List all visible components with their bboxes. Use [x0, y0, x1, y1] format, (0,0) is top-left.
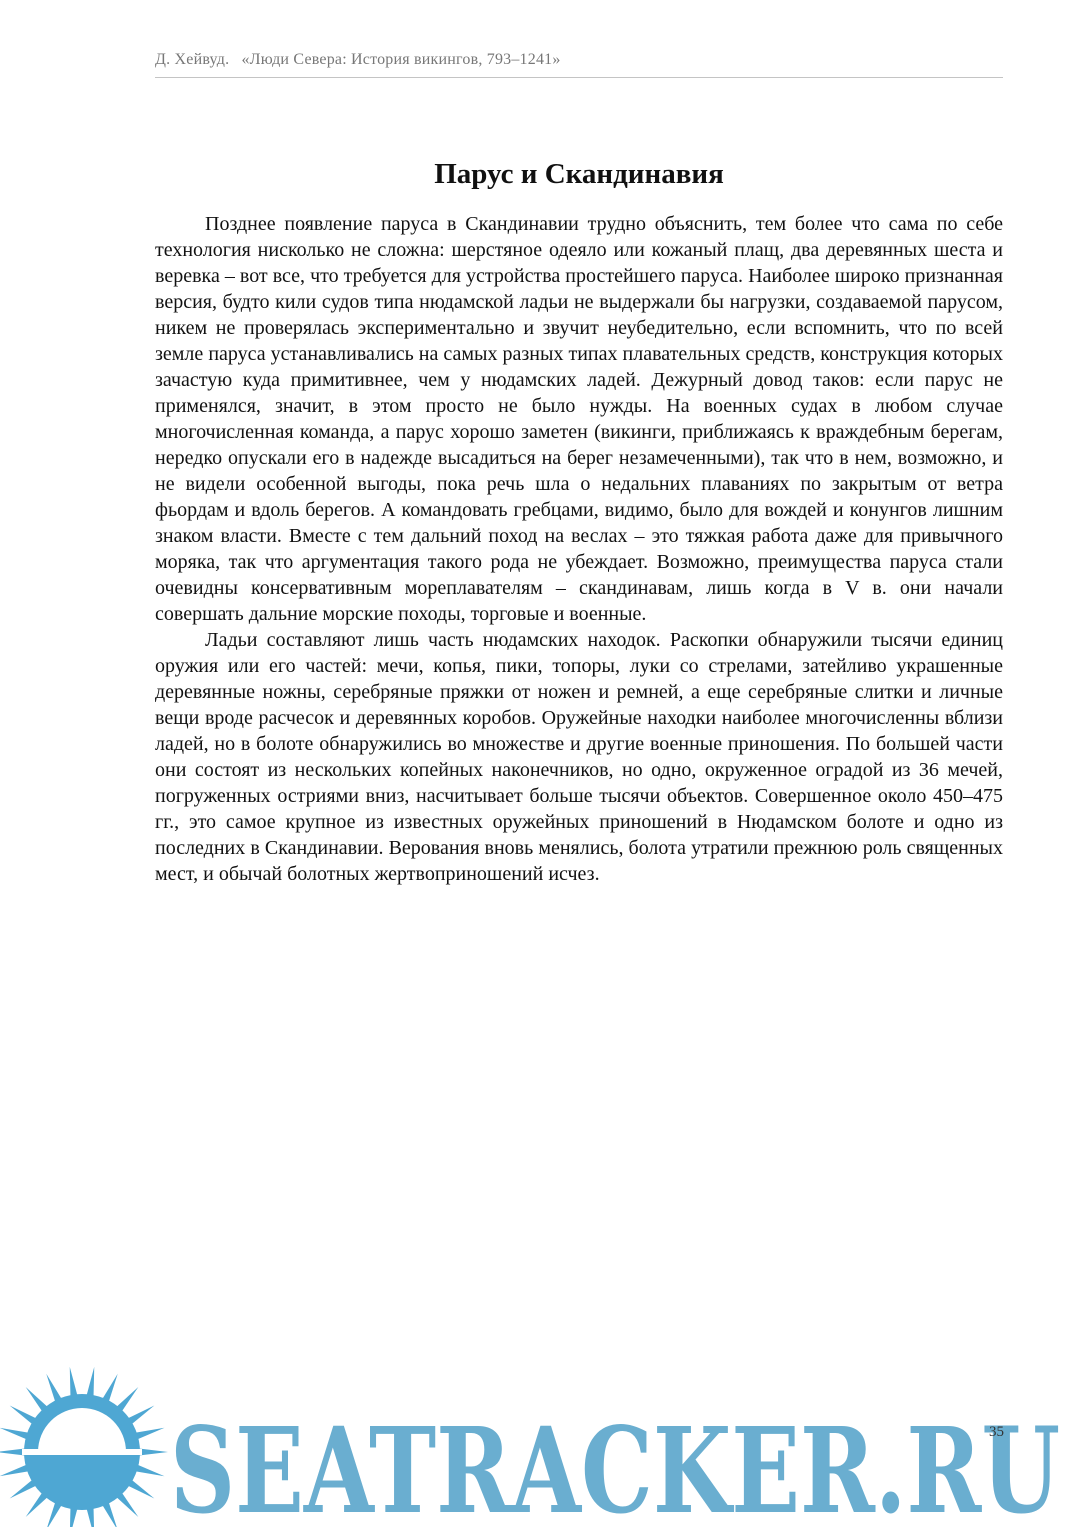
page-number: 35	[989, 1424, 1004, 1440]
paragraph-1: Позднее появление паруса в Скандинавии трудно объяснить, тем более что сама по себе технология нисколько не сложна: шерстяное одеяло или кожаный плащ, два деревянных шеста и веревка – вот все, что требуется для устройства простейшего паруса. Наиболее широко признанная версия, будто кили судов типа нюдамской ладьи не выдержали бы нагрузки, создаваемой парусом, никем не проверялась экспериментально и звучит неубедительно, если вспомнить, что по всей земле паруса устанавливались на самых разных типах плавательных средств, конструкция которых зачастую куда примитивнее, чем у нюдамских ладей. Дежурный довод таков: если парус не применялся, значит, в этом просто не было нужды. На военных судах в любом случае многочисленная команда, а парус хорошо заметен (викинги, приближаясь к враждебным берегам, нередко опускали его в надежде высадиться на берег незамеченными), так что в нем, возможно, и не видели особенной выгоды, пока речь шла о недальних плаваниях по закрытым от ветра фьордам и вдоль берегов. А командовать гребцами, видимо, было для вождей и конунгов лишним знаком власти. Вместе с тем дальний поход на веслах – это тяжкая работа даже для привычного моряка, так что аргументация такого рода не убеждает. Возможно, преимущества паруса стали очевидны консервативным мореплавателям – скандинавам, лишь когда в V в. они начали совершать дальние морские походы, торговые и военные.	[155, 213, 1003, 625]
sun-icon	[0, 1367, 168, 1527]
watermark-text: SEATRACKER.RU	[170, 1401, 1060, 1527]
watermark	[0, 1362, 1080, 1527]
body-text	[155, 211, 1003, 887]
header-author: Д. Хейвуд.	[155, 51, 230, 68]
header-book-title: «Люди Севера: История викингов, 793–1241»	[241, 51, 561, 68]
paragraph-2: Ладьи составляют лишь часть нюдамских находок. Раскопки обнаружили тысячи единиц оружия или его частей: мечи, копья, пики, топоры, луки со стрелами, затейливо украшенные деревянные ножны, серебряные пряжки от ножен и ремней, а еще серебряные слитки и личные вещи вроде расчесок и деревянных коробов. Оружейные находки наиболее многочисленны вблизи ладей, но в болоте обнаружились во множестве и другие военные приношения. По большей части они состоят из нескольких копейных наконечников, но одно, окруженное оградой из 36 мечей, погруженных остриями вниз, насчитывает больше тысячи объектов. Совершенное около 450–475 гг., это самое крупное из известных оружейных приношений в Нюдамском болоте и одно из последних в Скандинавии. Верования вновь менялись, болота утратили прежнюю роль священных мест, и обычай болотных жертвоприношений исчез.	[155, 629, 1003, 885]
chapter-title: Парус и Скандинавия	[434, 158, 724, 190]
running-header	[155, 51, 1003, 78]
